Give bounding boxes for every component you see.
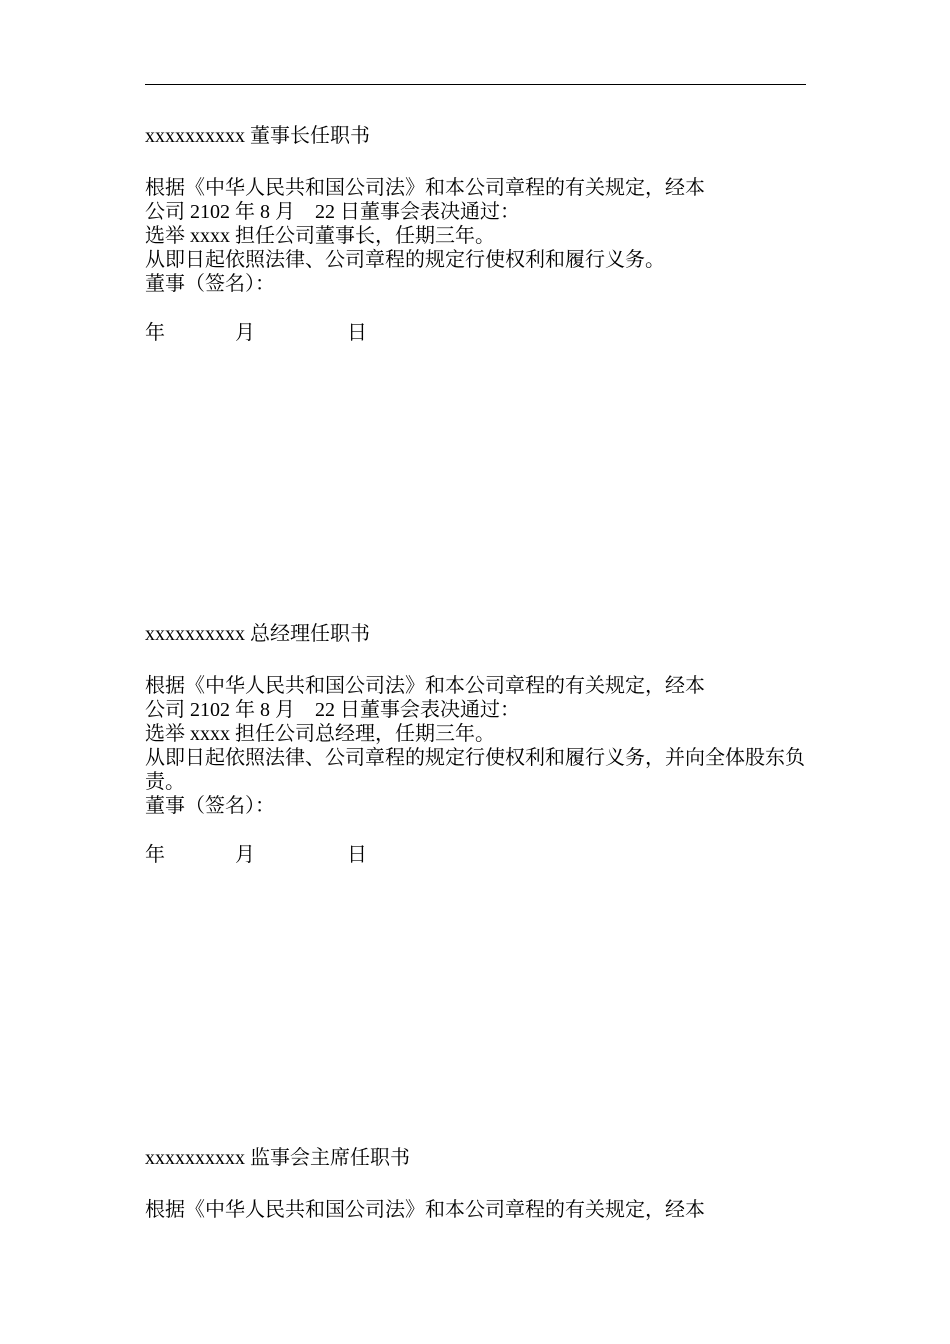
section-title: xxxxxxxxxx 董事长任职书 xyxy=(145,125,370,147)
body-line: 从即日起依照法律、公司章程的规定行使权利和履行义务。 xyxy=(145,249,665,271)
section-body xyxy=(145,1198,806,1222)
date-year-label: 年 xyxy=(145,844,165,866)
signature-label: 董事（签名）： xyxy=(145,795,275,817)
body-line: 根据《中华人民共和国公司法》和本公司章程的有关规定，经本 xyxy=(145,177,705,199)
date-row xyxy=(145,321,806,345)
signature-label: 董事（签名）： xyxy=(145,273,275,295)
section-title: xxxxxxxxxx 总经理任职书 xyxy=(145,623,370,645)
date-year-label: 年 xyxy=(145,322,165,344)
body-line: 根据《中华人民共和国公司法》和本公司章程的有关规定，经本 xyxy=(145,675,705,697)
date-month-label: 月 xyxy=(235,322,255,344)
date-month-label: 月 xyxy=(235,844,255,866)
date-row xyxy=(145,843,806,867)
body-line: 公司 2102 年 8 月 22 日董事会表决通过： xyxy=(145,201,520,223)
section-body xyxy=(145,176,806,345)
body-line: 选举 xxxx 担任公司总经理，任期三年。 xyxy=(145,723,495,745)
header-rule xyxy=(145,84,806,85)
date-day-label: 日 xyxy=(347,322,367,344)
body-line: 选举 xxxx 担任公司董事长，任期三年。 xyxy=(145,225,495,247)
body-line: 根据《中华人民共和国公司法》和本公司章程的有关规定，经本 xyxy=(145,1199,705,1221)
date-day-label: 日 xyxy=(347,844,367,866)
body-line: 公司 2102 年 8 月 22 日董事会表决通过： xyxy=(145,699,520,721)
body-line: 从即日起依照法律、公司章程的规定行使权利和履行义务，并向全体股东负责。 xyxy=(145,747,805,793)
section-title: xxxxxxxxxx 监事会主席任职书 xyxy=(145,1147,410,1169)
section-body xyxy=(145,674,806,867)
